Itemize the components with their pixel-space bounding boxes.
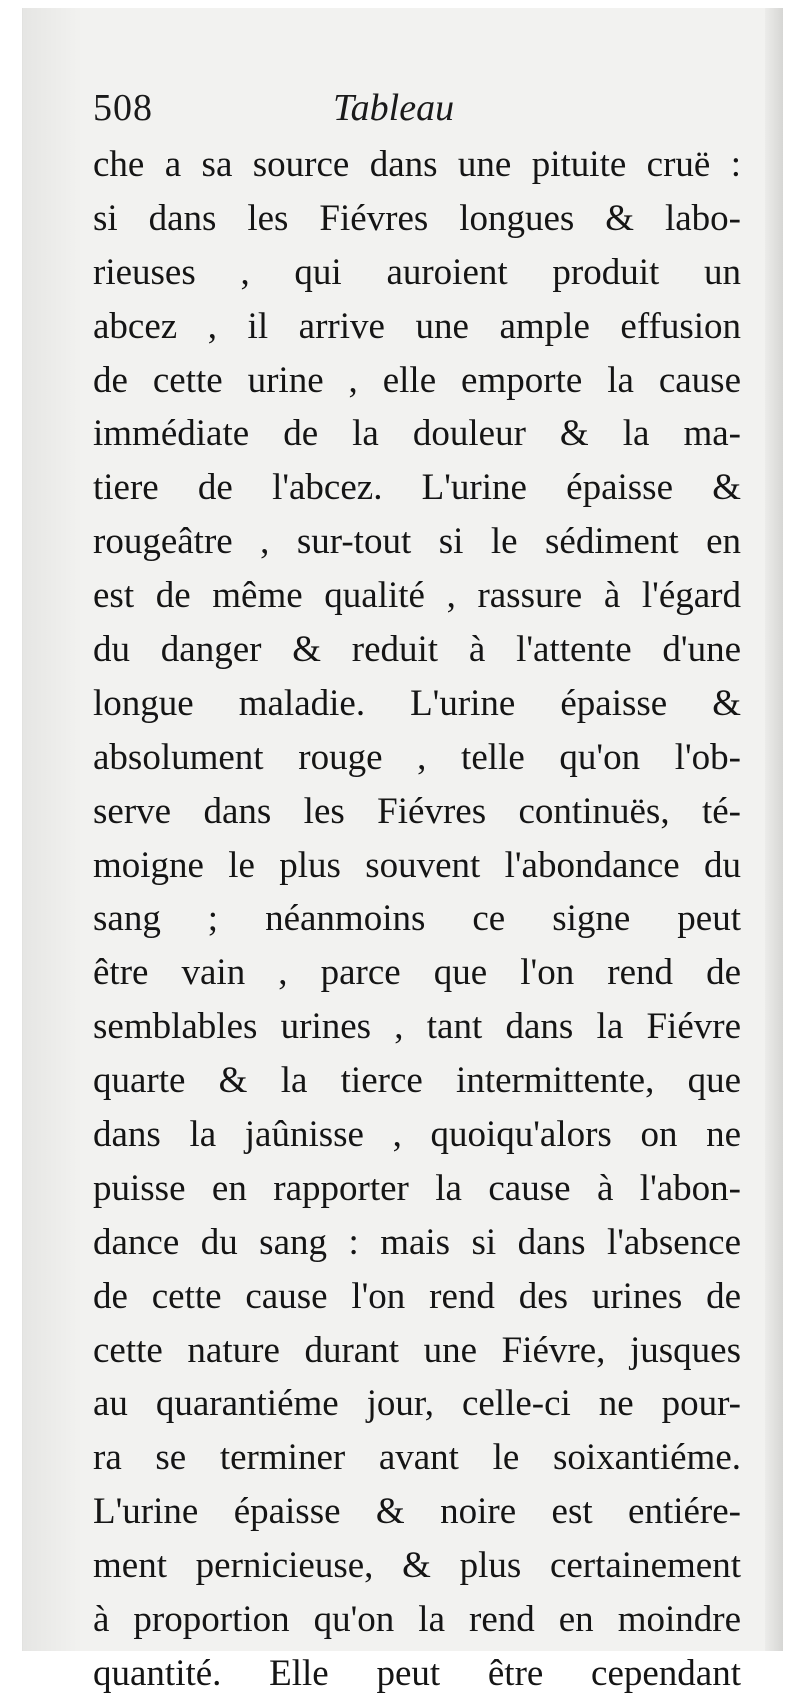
text-line: L'urine épaisse & noire est entiére- [93,1491,741,1533]
text-line: serve dans les Fiévres continuës, té- [93,790,741,832]
running-title: Tableau [333,87,455,129]
text-line: si dans les Fiévres longues & labo- [93,197,741,239]
body-text [93,138,741,1701]
text-line: moigne le plus souvent l'abondance du [93,844,741,886]
text-line: tiere de l'abcez. L'urine épaisse & [93,467,741,509]
text-line: absolument rouge , telle qu'on l'ob- [93,736,741,778]
page-header [93,86,743,136]
text-line: ra se terminer avant le soixantiéme. [93,1437,741,1479]
text-line: rieuses , qui auroient produit un [93,251,741,293]
text-line: quarte & la tierce intermittente, que [93,1060,741,1102]
text-line: au quarantiéme jour, celle-ci ne pour- [93,1383,741,1425]
text-line: est de même qualité , rassure à l'égard [93,575,741,617]
text-line: dance du sang : mais si dans l'absence [93,1221,741,1263]
text-line: de cette cause l'on rend des urines de [93,1275,741,1317]
text-line: rougeâtre , sur-tout si le sédiment en [93,521,741,563]
page-number: 508 [93,87,153,129]
book-page [22,8,783,1694]
text-line: cette nature durant une Fiévre, jusques [93,1329,741,1371]
text-line: che a sa source dans une pituite cruë : [93,144,741,185]
text-line: être vain , parce que l'on rend de [93,952,741,994]
gutter-shadow [23,8,83,1651]
text-line: abcez , il arrive une ample effusion [93,305,741,347]
text-line: ment pernicieuse, & plus certainement [93,1545,741,1587]
text-line: de cette urine , elle emporte la cause [93,359,741,401]
text-line: à proportion qu'on la rend en moindre [93,1599,741,1641]
text-line: longue maladie. L'urine épaisse & [93,682,741,724]
text-line: quantité. Elle peut être cependant [93,1652,741,1694]
text-line: puisse en rapporter la cause à l'abon- [93,1167,741,1209]
text-line: du danger & reduit à l'attente d'une [93,629,741,671]
text-line: semblables urines , tant dans la Fiévre [93,1006,741,1048]
page-edge [765,8,783,1651]
text-line: dans la jaûnisse , quoiqu'alors on ne [93,1114,741,1156]
text-line: sang ; néanmoins ce signe peut [93,898,741,940]
text-line: immédiate de la douleur & la ma- [93,413,741,455]
